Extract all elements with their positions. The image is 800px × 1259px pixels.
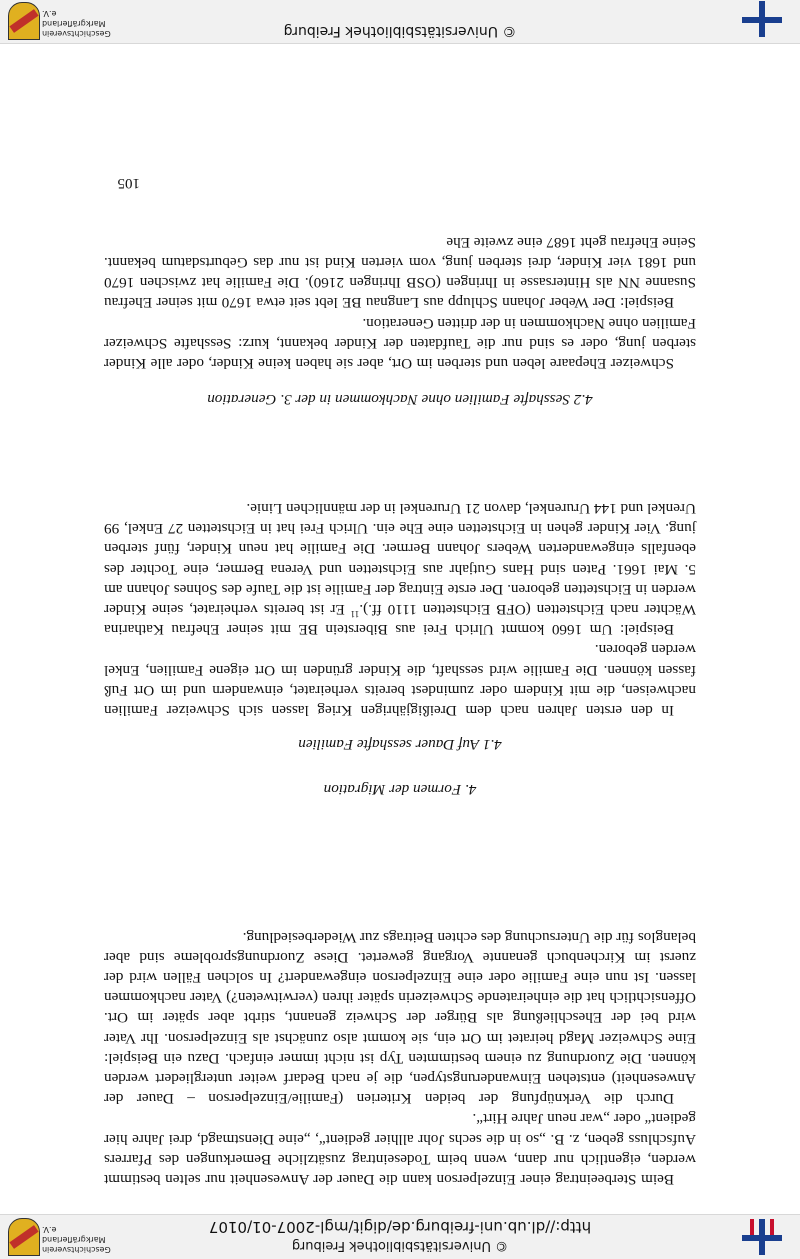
text-block-section-4-2 <box>104 232 696 373</box>
text-block-section-4-1 <box>104 498 696 720</box>
page-number: 105 <box>117 175 140 191</box>
paragraph: Schweizer Ehepaare leben und sterben im Ort, aber sie haben keine Kinder, oder alle Kinder sterben jung, oder es sind nur die Taufdaten der Kinder bekannt, kurz: Sesshafte Schweizer Familien ohne Nachkommen in der dritten Generation. <box>104 314 696 372</box>
text-block-upper <box>104 926 696 1189</box>
logo-caption: Geschichtsverein Markgräflerland e.V. <box>42 9 111 38</box>
paragraph: Beim Sterbeeintrag einer Einzelperson kann die Dauer der Anwesenheit nur selten bestimmt werden, eigentlich nur dann, wenn beim Todeseintrag zusätzliche Bemerkungen des Pfarrers Aufschluss geben, z. B. „so in die sechs Johr allhier gedient“, „eine Dienstmagd, drei Jahre hier gedient“ oder „war neun Jahre Hirt“. <box>104 1110 696 1188</box>
coat-of-arms-icon <box>8 2 40 40</box>
header-text <box>0 1218 800 1253</box>
footer-text: © Universitätsbibliothek Freiburg <box>283 23 517 39</box>
viewer-footer <box>0 0 800 44</box>
document-url-link[interactable]: http://dl.ub.uni-freiburg.de/digit/mgl-2007-01/0107 <box>208 1218 592 1236</box>
logo-caption: Geschichtsverein Markgräflerland e.V. <box>42 1225 111 1254</box>
footnote-marker: 11 <box>350 609 360 620</box>
paragraph-start: Beispiel: Um 1660 kommt Ulrich Frei aus Biberstein BE mit seiner Ehefrau Katharina Wächter nach Eichstetten (OFB Eichstetten 1110 ff.). <box>104 600 696 639</box>
section-heading: 4. Formen der Migration <box>323 781 477 798</box>
copyright-line: © Universitätsbibliothek Freiburg <box>291 1238 509 1253</box>
subsection-heading: 4.2 Sesshafte Familien ohne Nachkommen in der 3. Generation <box>207 391 593 408</box>
paragraph <box>104 498 696 639</box>
subsection-heading: 4.1 Auf Dauer sesshafte Familien <box>298 736 502 753</box>
paragraph: In den ersten Jahren nach dem Dreißigjährigen Krieg lassen sich Schweizer Familien nachweisen, die mit Kindern oder zumindest bereits verheiratet, einwandern und im Ort Fuß fassen können. Die Familie wird sesshaft, die Kinder gründen im Ort eigene Familien, Enkel werden geboren. <box>104 641 696 719</box>
paragraph-rest: Er ist bereits verheiratet, seine Kinder werden in Eichstetten geboren. Der erste Eintrag der Familie ist die Taufe des Sohnes Johann am 5. Mai 1661. Paten sind Hans Gutjahr aus Eichstetten und Verena Bermer, eine Tochter des ebenfalls eingewanderten Webers Johann Bermer. Die Familie hat neun Kinder, fünf sterben jung. Vier Kinder gehen in Eichstetten eine Ehe ein. Ulrich Frei hat in Eichstetten 27 Enkel, 99 Urenkel und 144 Ururenkel, davon 21 Ururenkel in der männlichen Linie. <box>104 499 696 618</box>
geschichtsverein-logo <box>6 2 116 40</box>
geschichtsverein-logo <box>6 1218 116 1256</box>
viewer-header <box>0 1214 800 1259</box>
paragraph: Durch die Verknüpfung der beiden Kriterien (Familie/Einzelperson – Dauer der Anwesenheit) entstehen Einwanderungstypen, die je nach Bedarf weiter untergliedert werden können. Die Zuordnung zu einem bestimmten Typ ist nicht immer einfach. Dazu ein Beispiel: Eine Schweizer Magd heiratet im Ort ein, sie kommt also zunächst als Einzelperson. Ihr Vater wird bei der Eheschließung als Bürger der Schweiz genannt, stirbt aber später im Ort. Offensichtlich hat die einheiratende Schweizerin später ihren (verwitweten?) Vater nachkommen lassen. Ist nun eine Familie oder eine Einzelperson eingewandert? In solchen Fällen wird der zuerst im Kirchenbuch genannte Vorgang gewertet. Diese Zuordnungsprobleme sind aber belanglos für die Untersuchung des echten Beitrags zur Wiederbesiedlung. <box>104 928 696 1108</box>
paragraph: Beispiel: Der Weber Johann Schlupp aus Langnau BE lebt seit etwa 1670 mit seiner Ehefrau Susanne NN als Hintersasse in Ihringen (OSB Ihringen 2160). Die Familie hat zwischen 1670 und 1681 vier Kinder, drei sterben jung, vom vierten Kind ist nur das Geburtsdatum bekannt. Seine Ehefrau geht 1687 eine zweite Ehe <box>104 233 696 312</box>
coat-of-arms-icon <box>8 1218 40 1256</box>
